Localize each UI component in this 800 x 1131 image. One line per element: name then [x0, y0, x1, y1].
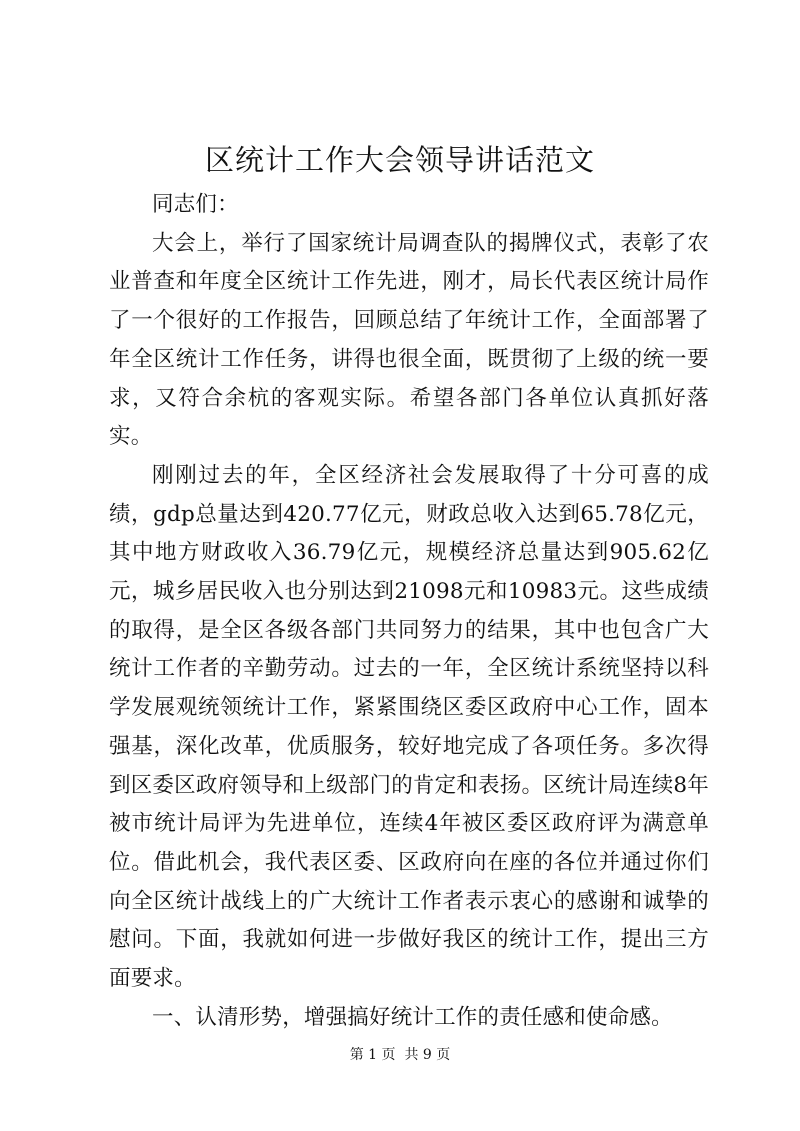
body-paragraph: 刚刚过去的年，全区经济社会发展取得了十分可喜的成绩，gdp总量达到420.77亿元，财政总收入达到65.78亿元，其中地方财政收入36.79亿元，规模经济总量达到905.62亿元，城乡居民收入也分别达到21098元和10983元。这些成绩的取得，是全区各级各部门共同努力的结果，其中也包含广大统计工作者的辛勤劳动。过去的一年，全区统计系统坚持以科学发展观统领统计工作，紧紧围绕区委区政府中心工作，固本强基，深化改革，优质服务，较好地完成了各项任务。多次得到区委区政府领导和上级部门的肯定和表扬。区统计局连续8年被市统计局评为先进单位，连续4年被区委区政府评为满意单位。借此机会，我代表区委、区政府向在座的各位并通过你们向全区统计战线上的广大统计工作者表示衷心的感谢和诚挚的慰问。下面，我就如何进一步做好我区的统计工作，提出三方面要求。	[109, 462, 709, 992]
body-paragraph: 大会上，举行了国家统计局调查队的揭牌仪式，表彰了农业普查和年度全区统计工作先进，刚才，局长代表区统计局作了一个很好的工作报告，回顾总结了年统计工作，全面部署了年全区统计工作任务，讲得也很全面，既贯彻了上级的统一要求，又符合余杭的客观实际。希望各部门各单位认真抓好落实。	[109, 230, 709, 450]
section-heading-paragraph: 一、认清形势，增强搞好统计工作的责任感和使命感。	[152, 1004, 673, 1030]
document-title: 区统计工作大会领导讲话范文	[204, 143, 595, 177]
document-body	[109, 186, 709, 1037]
page-footer	[0, 1045, 800, 1065]
page-number: 第 1 页 共 9 页	[349, 1047, 451, 1063]
salutation-paragraph: 同志们：	[152, 192, 239, 217]
